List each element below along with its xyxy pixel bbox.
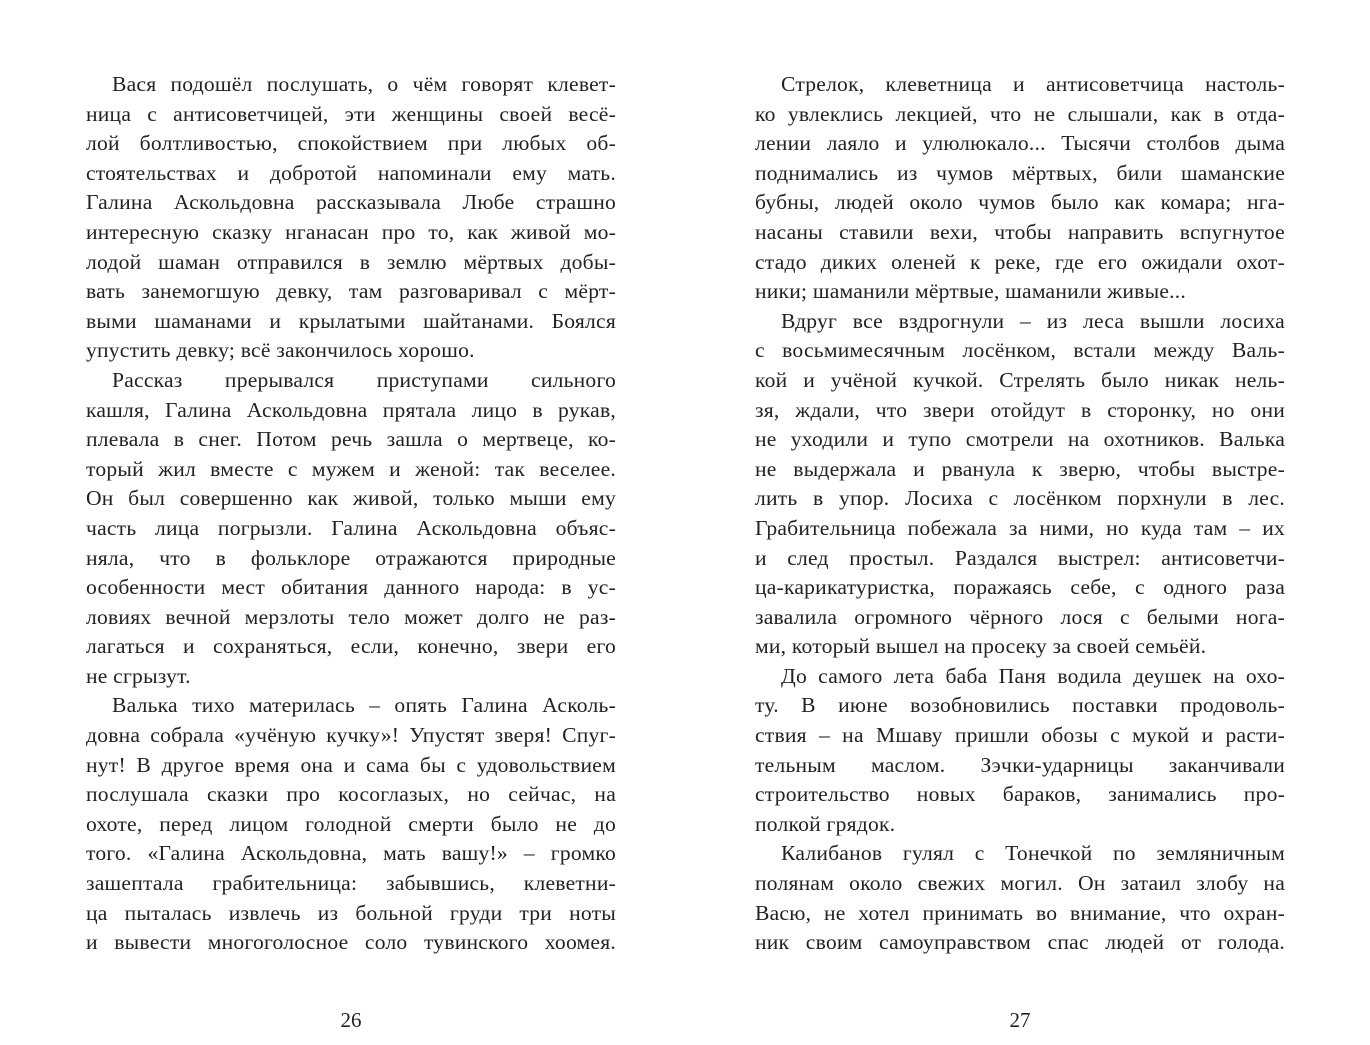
text-line: Вася подошёл послушать, о чём говорят клевет- [112, 72, 616, 96]
text-line: и вывести многоголосное соло тувинского хоомея. [86, 930, 616, 955]
text-line: выми шаманами и крылатыми шайтанами. Боялся [86, 308, 616, 333]
right-page-text [755, 70, 1285, 958]
text-line: с восьмимесячным лосёнком, встали между Валь- [755, 338, 1285, 363]
text-line: Он был совершенно как живой, только мыши ему [86, 486, 616, 511]
text-line: ца-карикатуристка, поражаясь себе, с одного раза [755, 575, 1285, 600]
text-line: вать занемогшую девку, там разговаривал с мёрт- [86, 279, 616, 304]
text-line: стадо диких оленей к реке, где его ожидали охот- [755, 249, 1285, 274]
text-line: стоятельствах и добротой напоминали ему мать. [86, 160, 616, 185]
text-line: насаны ставили вехи, чтобы направить вспугнутое [755, 219, 1285, 244]
text-line: лить в упор. Лосиха с лосёнком порхнули в лес. [755, 486, 1285, 511]
text-line: не сгрызут. [86, 663, 191, 688]
right-page [755, 70, 1285, 1045]
text-line: интересную сказку нганасан про то, как живой мо- [86, 219, 616, 244]
text-line: полкой грядок. [755, 811, 896, 836]
text-line: торый жил вместе с мужем и женой: так веселее. [86, 456, 616, 481]
text-line: Калибанов гулял с Тонечкой по земляничным [781, 841, 1285, 866]
text-line: няла, что в фольклоре отражаются природные [86, 545, 616, 570]
text-line: упустить девку; всё закончилось хорошо. [86, 338, 475, 363]
text-line: Галина Аскольдовна рассказывала Любе страшно [86, 190, 616, 215]
text-line: того. «Галина Аскольдовна, мать вашу!» – громко [86, 841, 616, 866]
text-line: Грабительница побежала за ними, но куда там – их [755, 515, 1285, 540]
text-line: ловиях вечной мерзлоты тело может долго не раз- [86, 604, 616, 629]
text-line: ница с антисоветчицей, эти женщины своей весё- [86, 101, 616, 126]
text-line: Вдруг все вздрогнули – из леса вышли лосиха [781, 308, 1285, 333]
text-line: лодой шаман отправился в землю мёртвых добы- [86, 249, 616, 274]
text-line: не уходили и тупо смотрели на охотников. Валька [755, 427, 1285, 452]
text-line: Стрелок, клеветница и антисоветчица настоль- [781, 72, 1285, 96]
text-line: кой и учёной кучкой. Стрелять было никак нель- [755, 367, 1285, 392]
text-line: Рассказ прерывался приступами сильного [112, 367, 616, 392]
text-line: полянам около свежих могил. Он затаил злобу на [755, 871, 1285, 896]
text-line: плевала в снег. Потом речь зашла о мертвеце, ко- [86, 427, 616, 452]
text-line: ми, который вышел на просеку за своей семьёй. [755, 634, 1207, 659]
text-line: ник своим самоуправством спас людей от голода. [755, 930, 1285, 955]
text-line: ники; шаманили мёртвые, шаманили живые... [755, 279, 1186, 304]
text-line: зашептала грабительница: забывшись, клеветни- [86, 871, 616, 896]
text-line: тельным маслом. Зэчки-ударницы заканчивали [755, 752, 1285, 777]
page-number: 26 [340, 1008, 362, 1032]
text-line: ко увлеклись лекцией, что не слышали, как в отда- [755, 101, 1285, 126]
left-page [86, 70, 616, 1045]
text-line: зя, ждали, что звери отойдут в сторонку, но они [755, 397, 1285, 422]
text-line: ту. В июне возобновились поставки продоволь- [755, 693, 1285, 718]
text-line: завалила огромного чёрного лося с белыми нога- [755, 604, 1285, 629]
text-line: лагаться и сохраняться, если, конечно, звери его [86, 634, 616, 659]
text-line: строительство новых бараков, занимались про- [755, 782, 1285, 807]
text-line: Валька тихо материлась – опять Галина Асколь- [112, 693, 616, 718]
text-line: ца пыталась извлечь из больной груди три ноты [86, 900, 616, 925]
text-line: и след простыл. Раздался выстрел: антисоветчи- [755, 545, 1285, 570]
text-line: послушала сказки про косоглазых, но сейчас, на [86, 782, 616, 807]
text-line: довна собрала «учёную кучку»! Упустят зверя! Спуг- [86, 723, 616, 748]
left-page-text [86, 70, 616, 958]
text-line: особенности мест обитания данного народа: в ус- [86, 575, 616, 600]
text-line: не выдержала и рванула к зверю, чтобы выстре- [755, 456, 1285, 481]
text-line: лой болтливостью, спокойствием при любых об- [86, 131, 616, 156]
text-line: поднимались из чумов мёртвых, били шаманские [755, 160, 1285, 185]
text-line: ствия – на Мшаву пришли обозы с мукой и расти- [755, 723, 1285, 748]
text-line: кашля, Галина Аскольдовна прятала лицо в рукав, [86, 397, 616, 422]
text-line: нут! В другое время она и сама бы с удовольствием [86, 752, 616, 777]
text-line: лении лаяло и улюлюкало... Тысячи столбов дыма [755, 131, 1285, 156]
text-line: бубны, людей около чумов было как комара; нга- [755, 190, 1285, 215]
text-line: часть лица погрызли. Галина Аскольдовна объяс- [86, 515, 616, 540]
text-line: Васю, не хотел принимать во внимание, что охран- [755, 900, 1285, 925]
page-number: 27 [1009, 1008, 1031, 1032]
text-line: охоте, перед лицом голодной смерти было не до [86, 811, 616, 836]
text-line: До самого лета баба Паня водила деушек на охо- [781, 663, 1285, 688]
